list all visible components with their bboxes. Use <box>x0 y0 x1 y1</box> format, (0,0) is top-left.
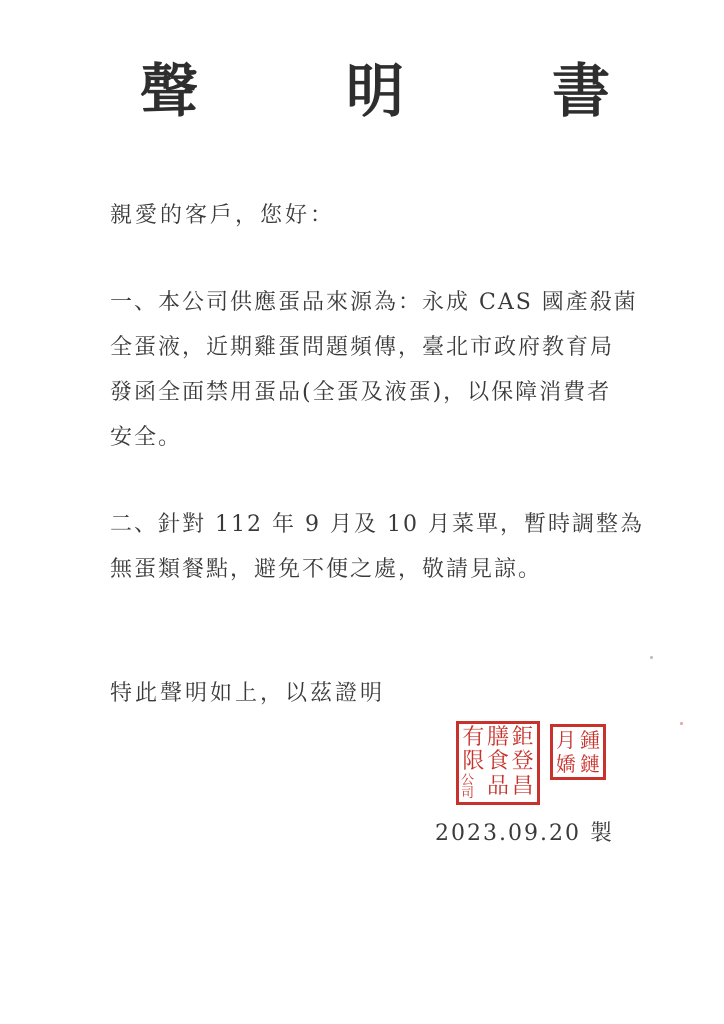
document-title <box>140 57 610 125</box>
paragraph-line: 發函全面禁用蛋品(全蛋及液蛋)，以保障消費者 <box>110 380 612 405</box>
seal-char: 鏈 <box>580 752 600 776</box>
seal-char: 登 <box>511 749 534 774</box>
paragraph-two <box>110 502 644 592</box>
seal-char: 鍾 <box>580 728 600 752</box>
seal-char: 嬌 <box>556 752 576 776</box>
seal-char: 月 <box>556 728 576 752</box>
title-char: 書 <box>551 57 610 125</box>
seal-char: 品 <box>487 774 510 799</box>
seal-char: 膳 <box>487 725 510 750</box>
paragraph-line: 全蛋液，近期雞蛋問題頻傳，臺北市政府教育局 <box>110 335 615 360</box>
personal-seal-stamp <box>550 724 606 780</box>
paragraph-line: 無蛋類餐點，避免不便之處，敬請見諒。 <box>110 557 543 582</box>
seal-char: 限 <box>462 749 485 774</box>
seal-char: 鉅 <box>511 725 534 750</box>
scan-speck <box>680 722 683 725</box>
paragraph-line: 安全。 <box>110 425 183 450</box>
title-char: 明 <box>345 57 404 125</box>
paragraph-line: 一、本公司供應蛋品來源為：永成 CAS 國產殺菌 <box>110 290 638 315</box>
scan-speck <box>650 656 653 659</box>
company-seal-stamp <box>456 721 540 805</box>
seal-char: 有 <box>462 725 485 750</box>
paragraph-one <box>110 280 638 460</box>
closing-statement: 特此聲明如上，以茲證明 <box>110 681 386 706</box>
seal-char: 公司 <box>461 773 475 801</box>
paragraph-line: 二、針對 112 年 9 月及 10 月菜單，暫時調整為 <box>110 512 644 537</box>
title-char: 聲 <box>140 57 199 125</box>
issue-date: 2023.09.20 製 <box>435 821 614 846</box>
seal-char: 食 <box>487 749 510 774</box>
greeting-line: 親愛的客戶，您好： <box>110 203 336 228</box>
seal-char: 昌 <box>511 774 534 799</box>
